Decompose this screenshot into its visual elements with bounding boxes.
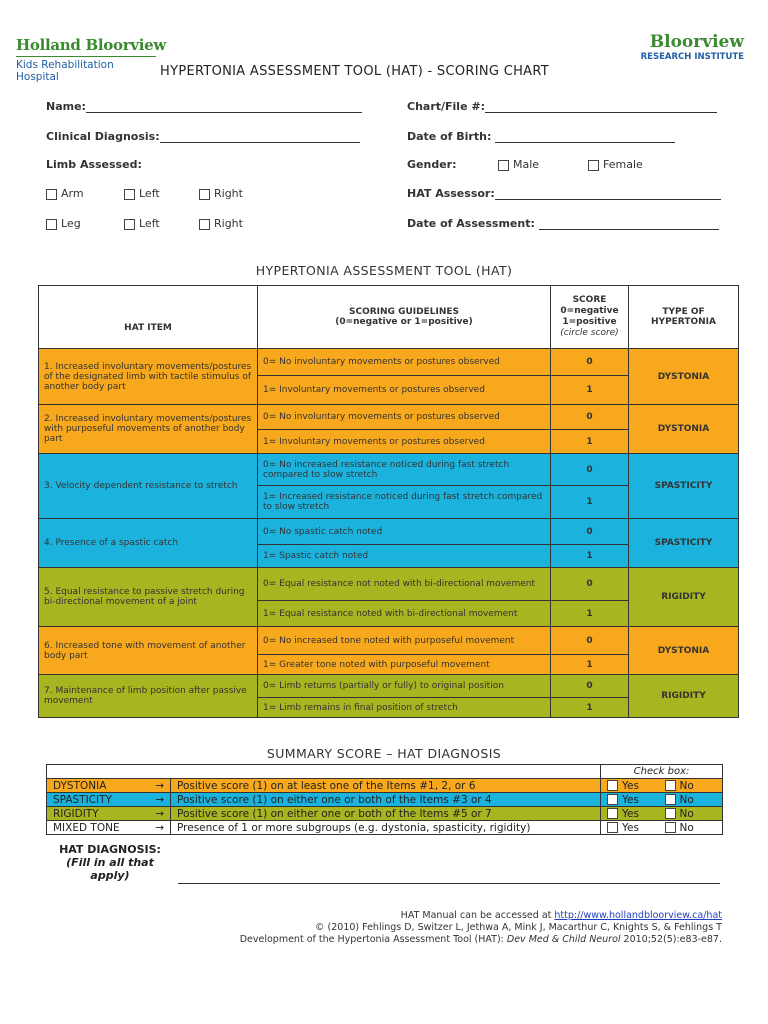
name-field[interactable] (46, 100, 362, 113)
score-zero[interactable]: 0 (551, 454, 629, 486)
date-of-assessment-field[interactable] (407, 217, 719, 230)
no-label: No (679, 779, 694, 792)
summary-table (46, 764, 723, 835)
guideline-negative: 0= Limb returns (partially or fully) to original position (258, 675, 551, 698)
hat-row-7 (39, 675, 739, 698)
score-one[interactable]: 1 (551, 601, 629, 627)
checkbox-icon[interactable] (46, 189, 57, 200)
score-one[interactable]: 1 (551, 698, 629, 718)
date-of-assessment-line[interactable] (539, 218, 719, 230)
chart-file-label: Chart/File #: (407, 100, 485, 113)
summary-description: Positive score (1) on either one or both of the Items #5 or 7 (171, 807, 601, 821)
guideline-positive: 1= Equal resistance noted with bi-directional movement (258, 601, 551, 627)
hypertonia-type: DYSTONIA (629, 349, 739, 405)
logo-left-name: Holland Bloorview (16, 36, 166, 54)
arrow-icon: → (155, 807, 164, 820)
hat-row-3 (39, 454, 739, 486)
hypertonia-type: RIGIDITY (629, 568, 739, 627)
footer-manual-text: HAT Manual can be accessed at (400, 910, 555, 921)
no-label: No (679, 821, 694, 834)
arm-label: Arm (61, 187, 84, 200)
summary-description: Positive score (1) on either one or both of the Items #3 or 4 (171, 793, 601, 807)
summary-row-4 (47, 821, 723, 835)
hat-diagnosis-line[interactable] (178, 883, 720, 884)
holland-bloorview-logo (16, 36, 166, 83)
guideline-positive: 1= Increased resistance noticed during fast stretch compared to slow stretch (258, 486, 551, 519)
bloorview-research-logo (641, 32, 744, 62)
summary-header-row (47, 765, 723, 779)
limb-assessed-label: Limb Assessed: (46, 158, 142, 171)
summary-label-cell (47, 821, 171, 835)
name-line[interactable] (86, 101, 362, 113)
summary-row-2 (47, 793, 723, 807)
summary-label: MIXED TONE (53, 821, 120, 834)
score-zero[interactable]: 0 (551, 349, 629, 376)
summary-title: SUMMARY SCORE – HAT DIAGNOSIS (266, 746, 502, 761)
hat-row-6 (39, 627, 739, 655)
score-zero[interactable]: 0 (551, 519, 629, 545)
summary-description: Positive score (1) on at least one of the Items #1, 2, or 6 (171, 779, 601, 793)
guideline-negative: 0= No increased tone noted with purposeful movement (258, 627, 551, 655)
guideline-positive: 1= Greater tone noted with purposeful movement (258, 655, 551, 675)
hat-row-2 (39, 405, 739, 430)
checkbox-icon[interactable] (199, 189, 210, 200)
footer-volume: 2010;52(5):e83-e87. (620, 934, 722, 945)
score-one[interactable]: 1 (551, 376, 629, 405)
checkbox-icon[interactable] (199, 219, 210, 230)
hat-assessor-label: HAT Assessor: (407, 187, 495, 200)
score-one[interactable]: 1 (551, 655, 629, 675)
checkbox-icon[interactable] (665, 822, 676, 833)
logo-right-name: Bloorview (649, 32, 744, 52)
summary-label: DYSTONIA (53, 779, 107, 792)
footer-reference: Development of the Hypertonia Assessment Tool (HAT): (239, 934, 507, 945)
checkbox-icon[interactable] (607, 794, 618, 805)
check-box-label: Check box: (601, 765, 723, 779)
yes-label: Yes (622, 793, 639, 806)
no-checkbox[interactable] (659, 821, 723, 835)
summary-label: SPASTICITY (53, 793, 112, 806)
guideline-negative: 0= No involuntary movements or postures observed (258, 349, 551, 376)
date-of-assessment-label: Date of Assessment: (407, 217, 535, 230)
checkbox-icon[interactable] (588, 160, 599, 171)
leg-checkbox[interactable] (46, 217, 81, 230)
hat-row-5 (39, 568, 739, 601)
score-zero[interactable]: 0 (551, 568, 629, 601)
checkbox-icon[interactable] (498, 160, 509, 171)
yes-checkbox[interactable] (601, 793, 659, 807)
hypertonia-type: RIGIDITY (629, 675, 739, 718)
guideline-negative: 0= No spastic catch noted (258, 519, 551, 545)
hypertonia-type: SPASTICITY (629, 454, 739, 519)
hypertonia-type: SPASTICITY (629, 519, 739, 568)
leg-right-checkbox[interactable] (199, 217, 243, 230)
header-scoring-guidelines: SCORING GUIDELINES (0=negative or 1=positive) (258, 286, 551, 349)
page-title: HYPERTONIA ASSESSMENT TOOL (HAT) - SCORING CHART (160, 64, 549, 79)
chart-file-field[interactable] (407, 100, 717, 113)
summary-row-1 (47, 779, 723, 793)
summary-label-cell (47, 779, 171, 793)
summary-row-3 (47, 807, 723, 821)
left-label: Left (139, 217, 160, 230)
arrow-icon: → (155, 821, 164, 834)
yes-checkbox[interactable] (601, 779, 659, 793)
hat-manual-link[interactable]: http://www.hollandbloorview.ca/hat (554, 910, 722, 921)
no-label: No (679, 807, 694, 820)
hypertonia-type: DYSTONIA (629, 627, 739, 675)
score-zero[interactable]: 0 (551, 405, 629, 430)
checkbox-icon[interactable] (607, 808, 618, 819)
male-checkbox[interactable] (498, 158, 539, 171)
header-hat-item: HAT ITEM (39, 286, 258, 349)
score-one[interactable]: 1 (551, 430, 629, 454)
date-of-birth-field[interactable] (407, 130, 675, 143)
checkbox-icon[interactable] (665, 780, 676, 791)
hat-table-title: HYPERTONIA ASSESSMENT TOOL (HAT) (255, 263, 513, 278)
checkbox-icon[interactable] (665, 808, 676, 819)
hat-row-4 (39, 519, 739, 545)
hat-item: 7. Maintenance of limb position after passive movement (39, 675, 258, 718)
guideline-negative: 0= No involuntary movements or postures observed (258, 405, 551, 430)
date-of-birth-line[interactable] (495, 131, 675, 143)
gender-label: Gender: (407, 158, 457, 171)
name-label: Name: (46, 100, 86, 113)
summary-label-cell (47, 793, 171, 807)
no-checkbox[interactable] (659, 779, 723, 793)
female-label: Female (603, 158, 643, 171)
checkbox-icon[interactable] (665, 794, 676, 805)
date-of-birth-label: Date of Birth: (407, 130, 492, 143)
guideline-positive: 1= Involuntary movements or postures observed (258, 376, 551, 405)
table-header-row (39, 286, 739, 349)
arrow-icon: → (155, 793, 164, 806)
hat-item: 3. Velocity dependent resistance to stretch (39, 454, 258, 519)
left-label: Left (139, 187, 160, 200)
leg-label: Leg (61, 217, 81, 230)
checkbox-icon[interactable] (124, 219, 135, 230)
yes-checkbox[interactable] (601, 807, 659, 821)
hat-item: 4. Presence of a spastic catch (39, 519, 258, 568)
yes-label: Yes (622, 821, 639, 834)
hat-item: 1. Increased involuntary movements/postures of the designated limb with tactile stimulus of another body part (39, 349, 258, 405)
yes-label: Yes (622, 779, 639, 792)
clinical-diagnosis-line[interactable] (160, 131, 360, 143)
guideline-positive: 1= Limb remains in final position of stretch (258, 698, 551, 718)
hat-item: 6. Increased tone with movement of another body part (39, 627, 258, 675)
summary-label-cell (47, 807, 171, 821)
right-label: Right (214, 217, 243, 230)
hat-scoring-table (38, 285, 739, 718)
chart-file-line[interactable] (485, 101, 717, 113)
checkbox-icon[interactable] (46, 219, 57, 230)
no-checkbox[interactable] (659, 807, 723, 821)
score-one[interactable]: 1 (551, 545, 629, 568)
header-score: SCORE 0=negative 1=positive (circle score) (551, 286, 629, 349)
hypertonia-type: DYSTONIA (629, 405, 739, 454)
male-label: Male (513, 158, 540, 171)
no-checkbox[interactable] (659, 793, 723, 807)
guideline-negative: 0= Equal resistance not noted with bi-directional movement (258, 568, 551, 601)
score-zero[interactable]: 0 (551, 627, 629, 655)
footer (240, 910, 722, 946)
diagnosis-subtitle: (Fill in all that apply) (66, 856, 154, 882)
hat-item: 2. Increased involuntary movements/postures with purposeful movements of another body part (39, 405, 258, 454)
right-label: Right (214, 187, 243, 200)
arm-checkbox[interactable] (46, 187, 84, 200)
guideline-positive: 1= Involuntary movements or postures observed (258, 430, 551, 454)
guideline-positive: 1= Spastic catch noted (258, 545, 551, 568)
arm-left-checkbox[interactable] (124, 187, 160, 200)
hat-assessor-line[interactable] (495, 188, 721, 200)
clinical-diagnosis-label: Clinical Diagnosis: (46, 130, 160, 143)
arm-right-checkbox[interactable] (199, 187, 243, 200)
checkbox-icon[interactable] (607, 822, 618, 833)
footer-citation: © (2010) Fehlings D, Switzer L, Jethwa A, Mink J, Macarthur C, Knights S, & Fehlings T (315, 922, 722, 933)
guideline-negative: 0= No increased resistance noticed during fast stretch compared to slow stretch (258, 454, 551, 486)
leg-left-checkbox[interactable] (124, 217, 160, 230)
hat-diagnosis-label (52, 843, 168, 882)
no-label: No (679, 793, 694, 806)
yes-checkbox[interactable] (601, 821, 659, 835)
hat-row-1 (39, 349, 739, 376)
logo-left-subtitle: Kids Rehabilitation Hospital (16, 56, 156, 83)
clinical-diagnosis-field[interactable] (46, 130, 360, 143)
hat-item: 5. Equal resistance to passive stretch during bi-directional movement of a joint (39, 568, 258, 627)
hat-assessor-field[interactable] (407, 187, 721, 200)
header-type: TYPE OF HYPERTONIA (629, 286, 739, 349)
summary-description: Presence of 1 or more subgroups (e.g. dystonia, spasticity, rigidity) (171, 821, 601, 835)
diagnosis-title: HAT DIAGNOSIS: (59, 843, 161, 856)
female-checkbox[interactable] (588, 158, 643, 171)
checkbox-icon[interactable] (124, 189, 135, 200)
checkbox-icon[interactable] (607, 780, 618, 791)
logo-right-subtitle: RESEARCH INSTITUTE (640, 52, 744, 62)
summary-label: RIGIDITY (53, 807, 99, 820)
score-zero[interactable]: 0 (551, 675, 629, 698)
score-one[interactable]: 1 (551, 486, 629, 519)
footer-journal: Dev Med & Child Neurol (506, 934, 621, 945)
arrow-icon: → (155, 779, 164, 792)
yes-label: Yes (622, 807, 639, 820)
